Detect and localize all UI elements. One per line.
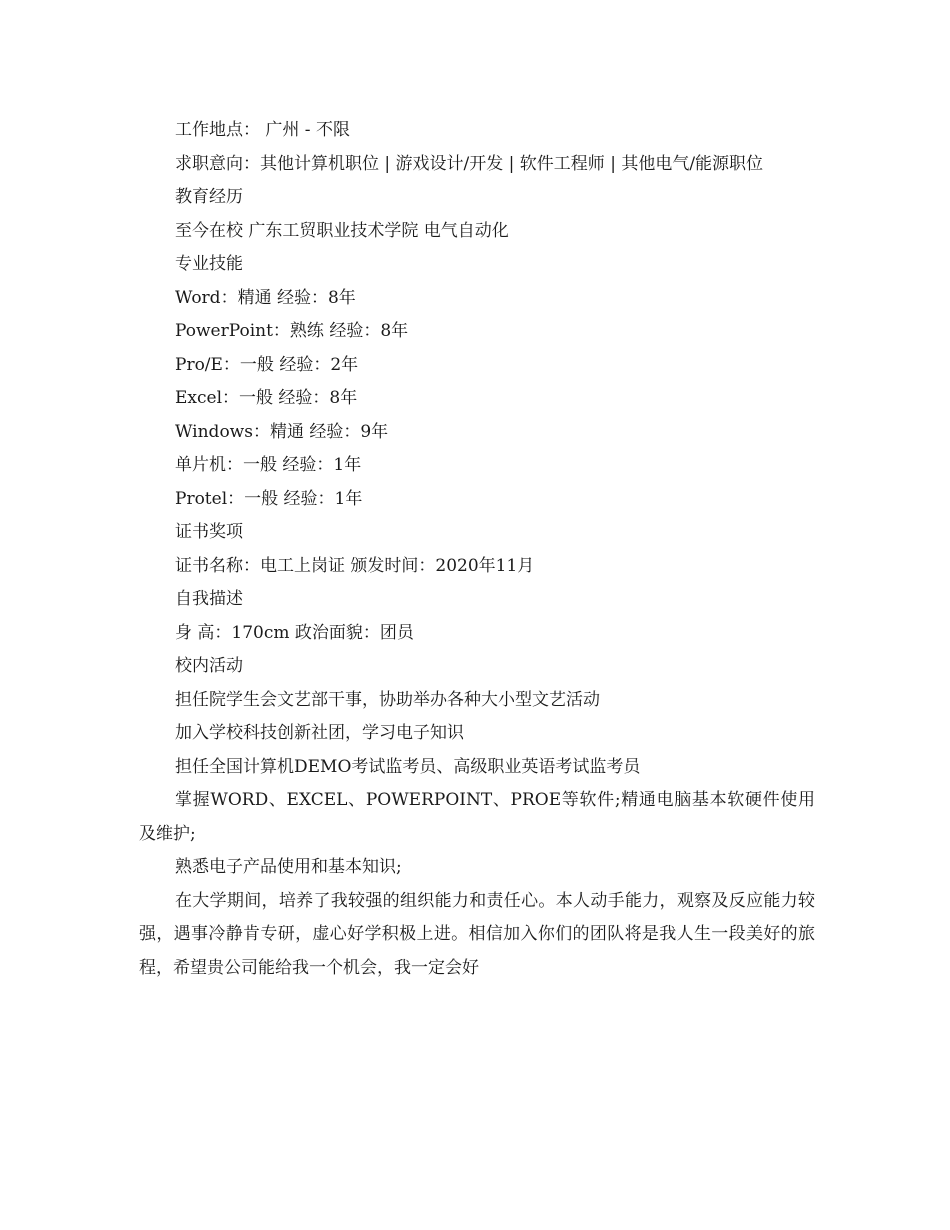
activity-item: 掌握WORD、EXCEL、POWERPOINT、PROE等软件;精通电脑基本软硬件使用及维护;	[139, 790, 815, 844]
self-description-entry: 身 高：170cm 政治面貌：团员	[175, 622, 414, 643]
activity-item: 担任院学生会文艺部干事，协助举办各种大小型文艺活动	[175, 689, 600, 710]
skill-item: Windows：精通 经验：9年	[175, 421, 389, 442]
section-heading-education: 教育经历	[175, 187, 243, 207]
closing-paragraph: 在大学期间，培养了我较强的组织能力和责任心。本人动手能力，观察及反应能力较强，遇事冷静肯专研，虚心好学积极上进。相信加入你们的团队将是我人生一段美好的旅程，希望贵公司能给我一个机会，我一定会好	[139, 890, 815, 978]
skill-item: PowerPoint：熟练 经验：8年	[175, 321, 409, 341]
skill-item: Excel：一般 经验：8年	[175, 388, 358, 408]
activity-item: 担任全国计算机DEMO考试监考员、高级职业英语考试监考员	[175, 756, 641, 777]
skill-item: Word：精通 经验：8年	[175, 287, 356, 308]
skill-item: Pro/E：一般 经验：2年	[175, 354, 359, 375]
work-location: 工作地点： 广州 - 不限	[175, 120, 350, 140]
section-heading-self-description: 自我描述	[175, 589, 243, 609]
activity-item: 加入学校科技创新社团，学习电子知识	[175, 723, 464, 743]
activity-item: 熟悉电子产品使用和基本知识;	[175, 857, 402, 877]
education-entry: 至今在校 广东工贸职业技术学院 电气自动化	[175, 220, 509, 241]
section-heading-certificates: 证书奖项	[175, 522, 243, 542]
skill-item: 单片机：一般 经验：1年	[175, 455, 362, 475]
document-body	[139, 114, 815, 985]
certificate-entry: 证书名称：电工上岗证 颁发时间：2020年11月	[175, 555, 535, 576]
section-heading-skills: 专业技能	[175, 254, 243, 274]
job-intention: 求职意向：其他计算机职位 | 游戏设计/开发 | 软件工程师 | 其他电气/能源职位	[175, 153, 764, 174]
skill-item: Protel：一般 经验：1年	[175, 488, 363, 509]
section-heading-campus-activities: 校内活动	[175, 656, 243, 676]
